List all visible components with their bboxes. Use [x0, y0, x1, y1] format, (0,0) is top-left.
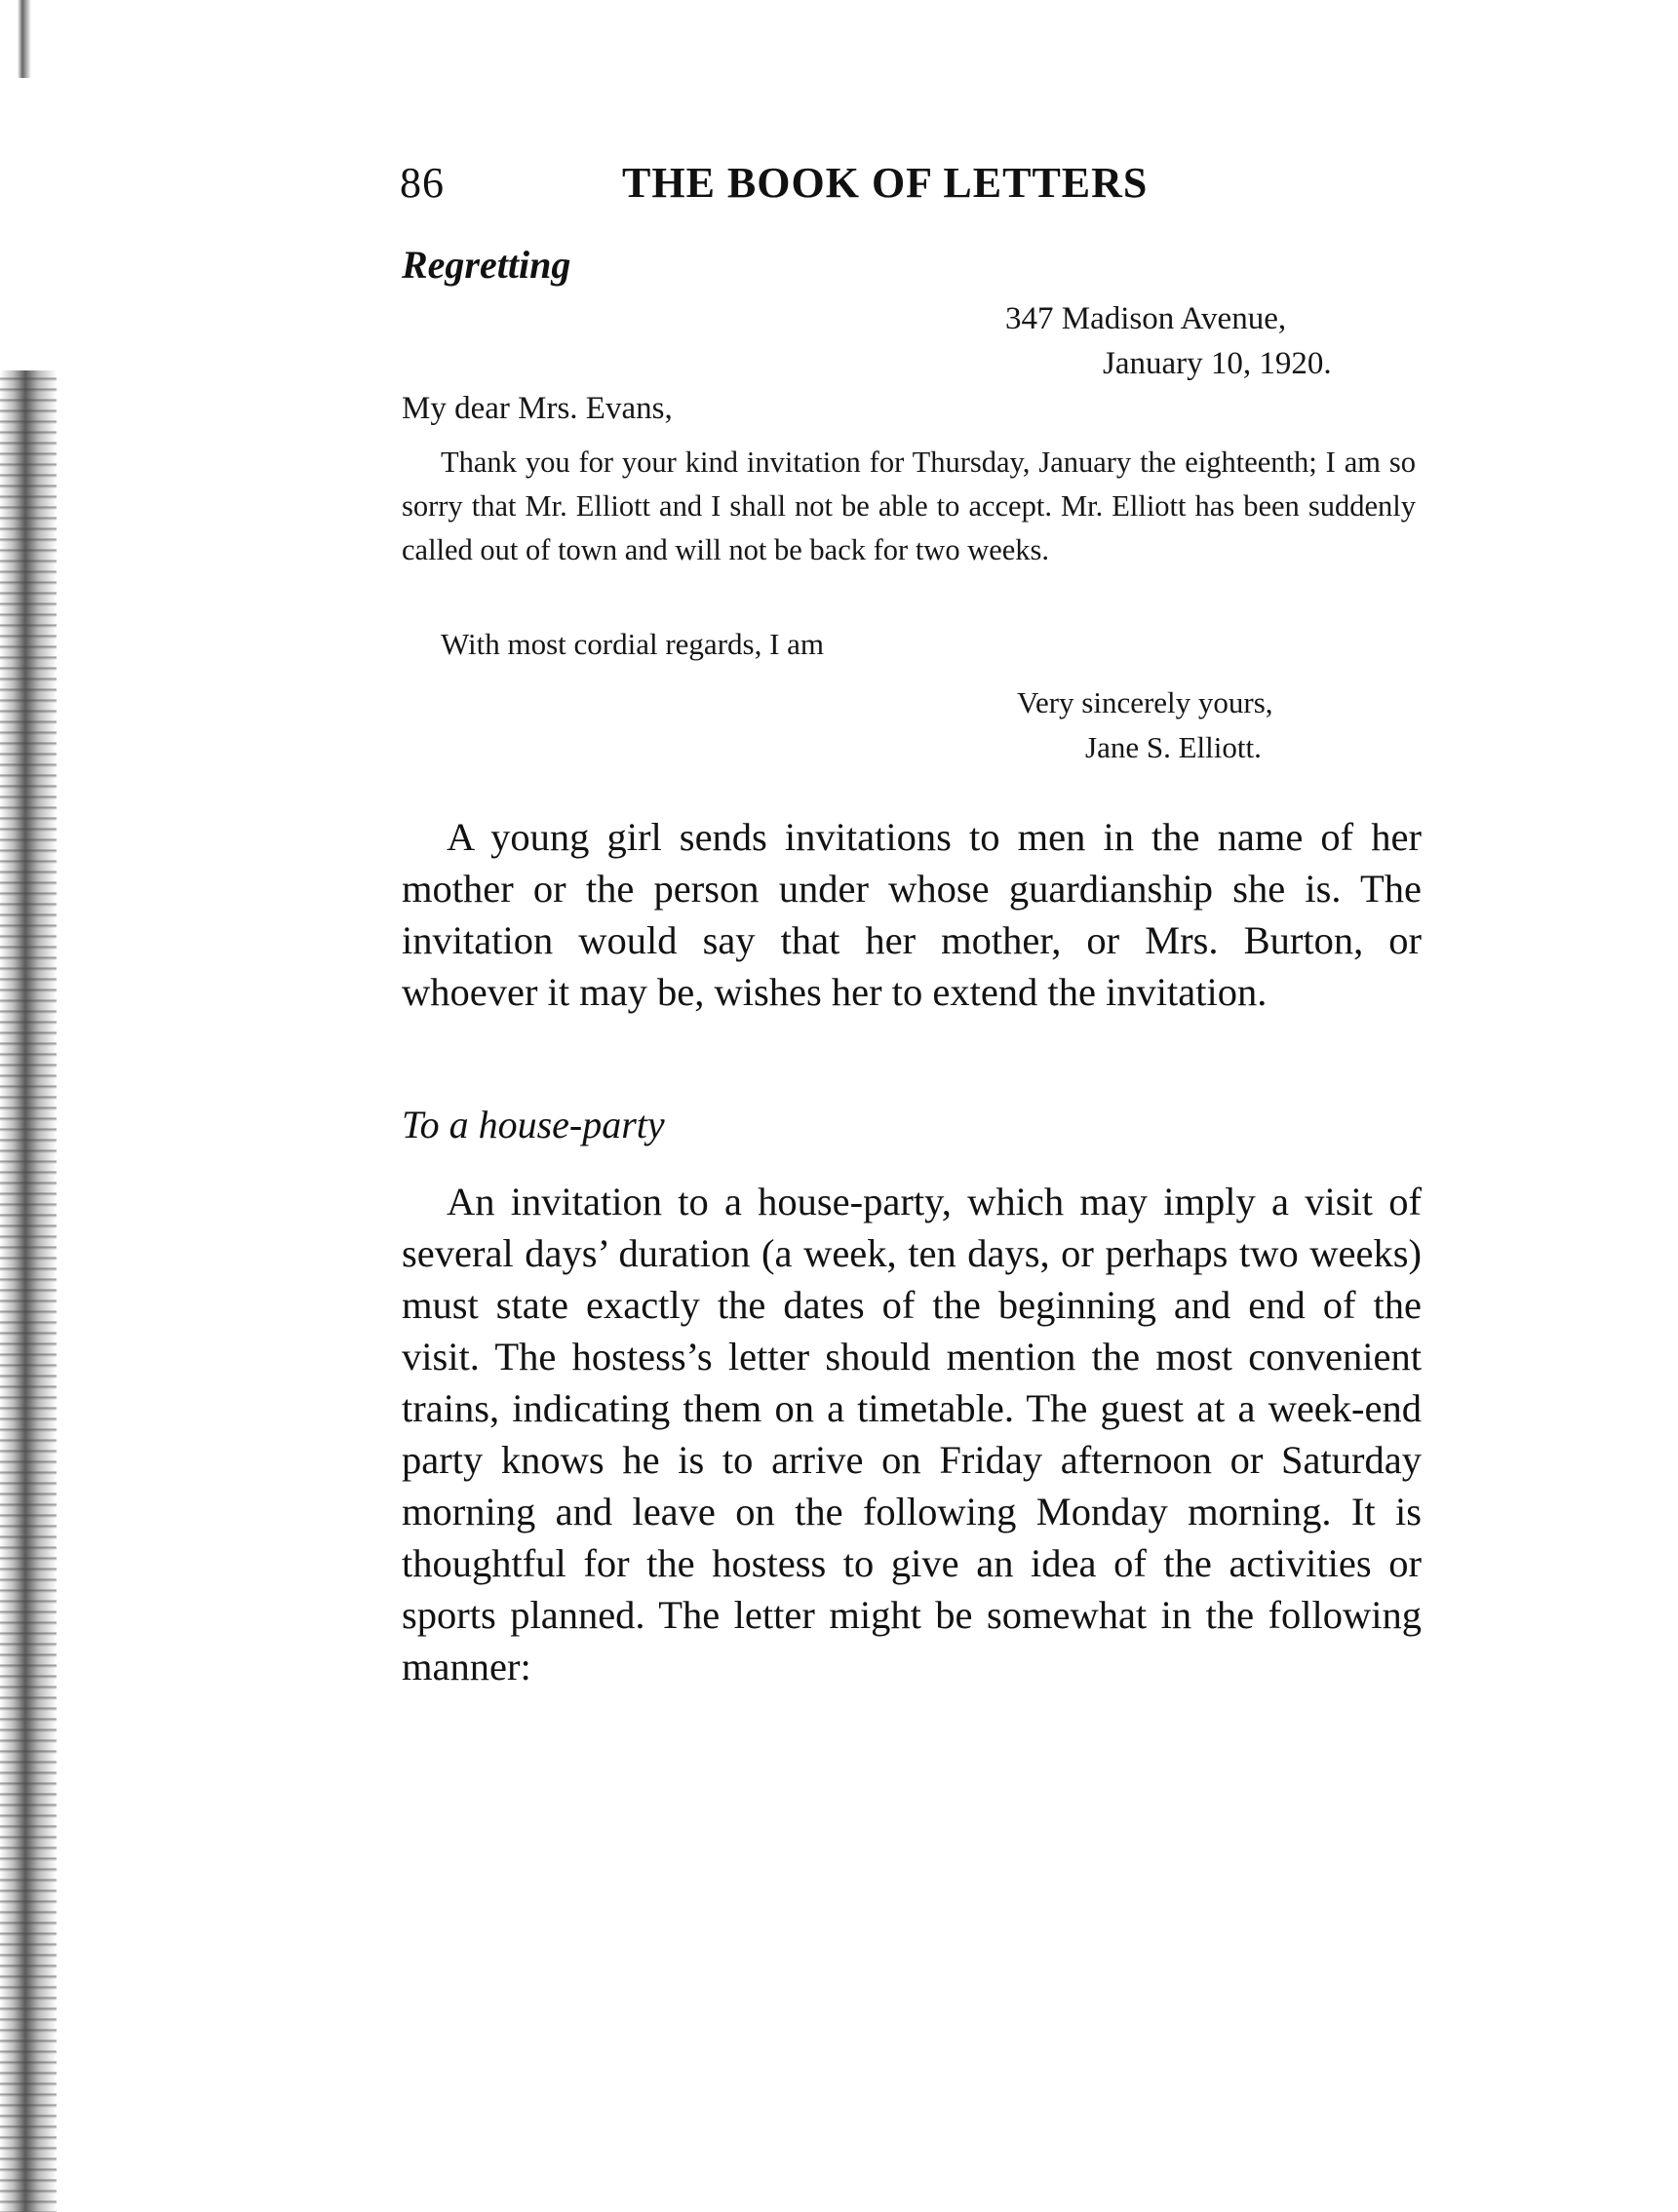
paragraph-house-party: An invitation to a house-party, which may imply a visit of several days’ duration (a week, ten days, or perhaps two weeks) must state exactly the dates of the beginning and end of the visit. The hostess’s letter should mention the most convenient trains, indicating them on a timetable. The guest at a week-end party knows he is to arrive on Friday afternoon or Saturday morning and leave on the following Monday morning. It is thoughtful for the hostess to give an idea of the activities or sports planned. The letter might be somewhat in the following manner: — [402, 1180, 1422, 1688]
section-heading-house-party: To a house-party — [402, 1103, 665, 1146]
letter-body: Thank you for your kind invitation for Thursday, January the eighteenth; I am so sorry that Mr. Elliott and I shall not be able to accept. Mr. Elliott has been suddenly called out of town and will not be back for two weeks. — [402, 446, 1416, 566]
page-number: 86 — [400, 159, 445, 207]
running-head — [400, 158, 1424, 216]
paragraph-young-girl-invitations: A young girl sends invitations to men in the name of her mother or the person under whose guardianship she is. The invitation would say that her mother, or Mrs. Burton, or whoever it may be, wishes her to extend the invitation. — [402, 815, 1422, 1014]
binding-edge-shadow — [0, 370, 57, 2212]
letter-date: January 10, 1920. — [1103, 346, 1332, 381]
letter-signature: Jane S. Elliott. — [1085, 730, 1262, 764]
letter-salutation: My dear Mrs. Evans, — [402, 391, 673, 426]
letter-closing-phrase: With most cordial regards, I am — [441, 627, 825, 661]
section-heading-regretting: Regretting — [402, 243, 571, 287]
binding-edge-mark — [18, 0, 31, 78]
letter-signoff: Very sincerely yours, — [1017, 685, 1273, 719]
book-title: THE BOOK OF LETTERS — [622, 159, 1149, 207]
letter-address-street: 347 Madison Avenue, — [1005, 301, 1287, 336]
